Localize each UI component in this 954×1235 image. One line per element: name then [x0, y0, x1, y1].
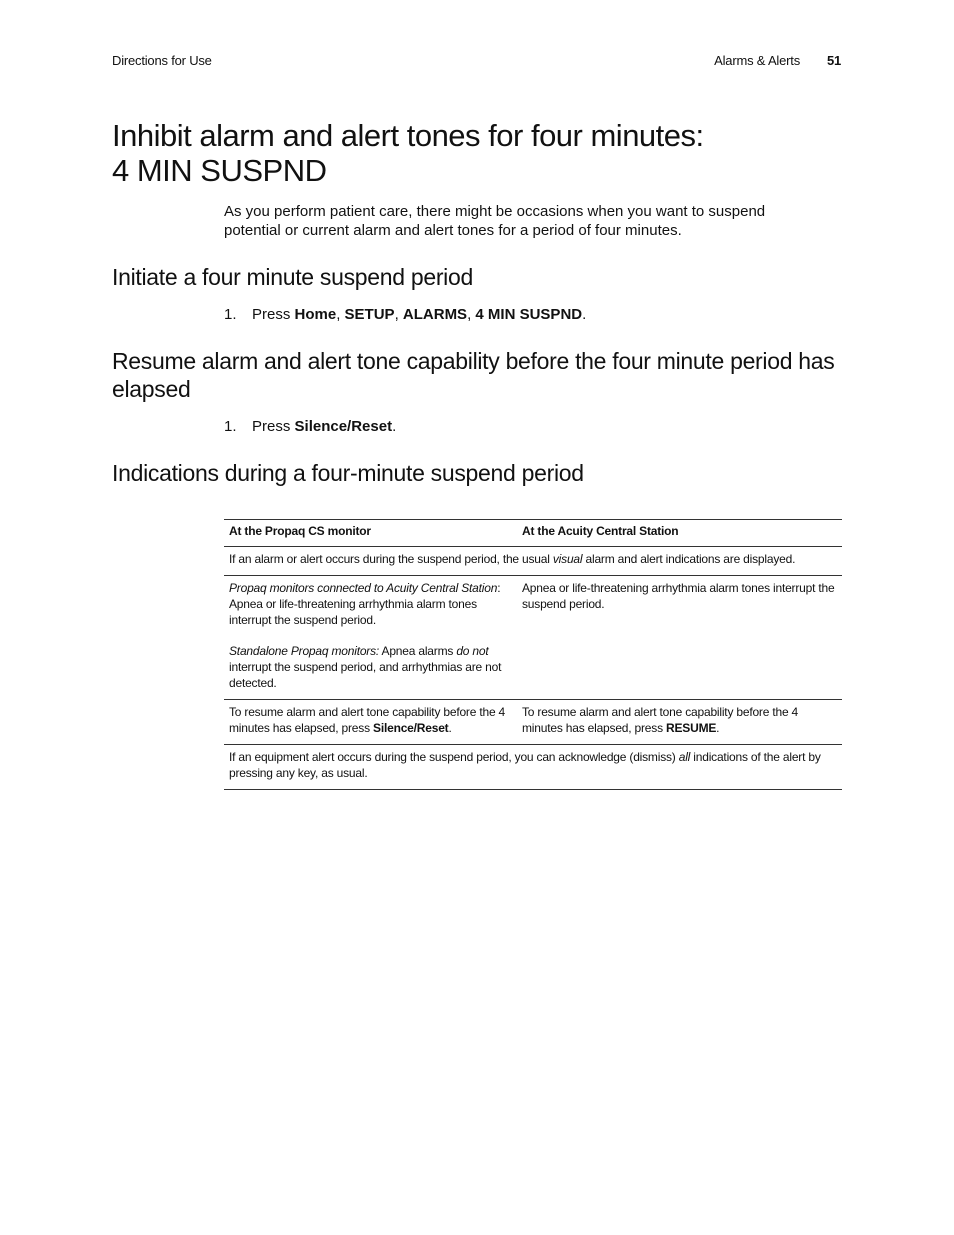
key-home: Home	[294, 306, 337, 323]
section-name: Alarms & Alerts	[714, 53, 800, 68]
resume-step: 1. Press Silence/Reset.	[224, 418, 397, 435]
initiate-step: 1. Press Home, SETUP, ALARMS, 4 MIN SUSPND.	[224, 306, 587, 323]
table-cell: If an alarm or alert occurs during the suspend period, the usual visual alarm and alert indications are displayed.	[229, 552, 796, 566]
step-number: 1.	[224, 418, 237, 435]
document-title: Directions for Use	[112, 53, 212, 68]
key-silence-reset: Silence/Reset	[294, 418, 393, 435]
table-row	[224, 576, 842, 700]
column-header-monitor: At the Propaq CS monitor	[229, 524, 371, 538]
page-title-line2: 4 MIN SUSPND	[112, 153, 327, 188]
table-row	[224, 700, 842, 745]
column-header-central-station: At the Acuity Central Station	[522, 524, 679, 538]
key-4-min-suspnd: 4 MIN SUSPND	[475, 306, 583, 323]
table-cell: If an equipment alert occurs during the suspend period, you can acknowledge (dismiss) all indications of the alert by pressing any key, as usual.	[229, 750, 821, 780]
page-title-line1: Inhibit alarm and alert tones for four minutes:	[112, 118, 704, 153]
table-cell: Apnea or life-threatening arrhythmia alarm tones interrupt the suspend period.	[522, 581, 835, 611]
page-title	[112, 118, 704, 188]
heading-resume: Resume alarm and alert tone capability before the four minute period has elapsed	[112, 348, 835, 402]
key-setup: SETUP	[344, 306, 395, 323]
step-number: 1.	[224, 306, 237, 323]
heading-indications: Indications during a four-minute suspend period	[112, 460, 584, 486]
table-cell: Propaq monitors connected to Acuity Central Station: Apnea or life-threatening arrhythmia alarm tones interrupt the suspend period. Standalone Propaq monitors: Apnea alarms do not interrupt the suspend period, and arrhythmias are not detected.	[229, 581, 502, 690]
table-cell: To resume alarm and alert tone capability before the 4 minutes has elapsed, press Silence/Reset.	[229, 705, 506, 735]
table-header-row	[224, 520, 842, 547]
table-cell: To resume alarm and alert tone capability before the 4 minutes has elapsed, press RESUME.	[522, 705, 799, 735]
indications-table	[224, 519, 842, 790]
intro-paragraph: As you perform patient care, there might be occasions when you want to suspend potential or current alarm and alert tones for a period of four minutes.	[224, 203, 766, 239]
heading-initiate: Initiate a four minute suspend period	[112, 264, 473, 290]
table-row	[224, 745, 842, 790]
table-row	[224, 547, 842, 576]
page-number: 51	[826, 53, 841, 68]
key-alarms: ALARMS	[402, 306, 468, 323]
